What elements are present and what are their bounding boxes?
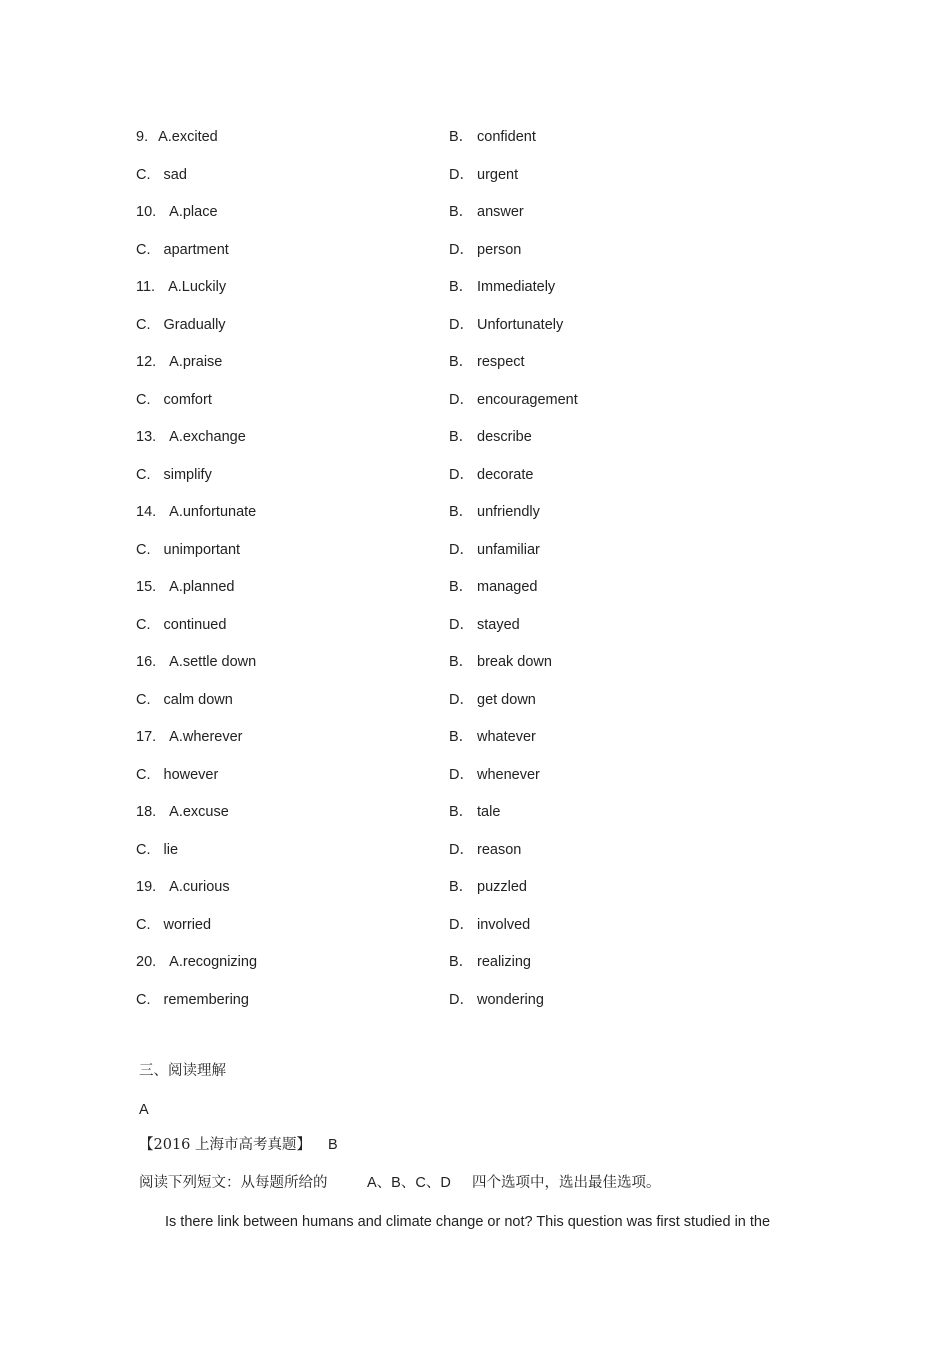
option-d-label: D． (449, 916, 474, 933)
option-c (136, 613, 226, 637)
option-d-text: Unfortunately (477, 316, 564, 333)
option-b (449, 350, 525, 374)
question-number: 14. (136, 504, 157, 520)
option-b-text: managed (477, 579, 538, 595)
question-row (0, 388, 950, 412)
option-b (449, 425, 532, 449)
question-row (0, 838, 950, 862)
question-row (0, 350, 950, 374)
option-c-text: comfort (163, 391, 212, 408)
option-d-text: stayed (477, 616, 520, 633)
question-row (0, 875, 950, 899)
option-d-text: urgent (477, 166, 519, 183)
instruction-text: 阅读下列短文：从每题所给的 (139, 1175, 328, 1191)
question-row (0, 575, 950, 599)
question-row (0, 500, 950, 524)
option-a-text: A.planned (169, 579, 235, 595)
option-a-text: A.recognizing (169, 954, 258, 970)
source-suffix: B (328, 1137, 338, 1153)
instruction-options: A、B、C、D (367, 1175, 451, 1191)
option-c (136, 838, 178, 862)
option-d-label: D． (449, 466, 474, 483)
question-number: 12. (136, 354, 157, 370)
question-row (0, 163, 950, 187)
option-a (136, 650, 256, 674)
option-a (136, 425, 246, 449)
question-number: 17. (136, 729, 157, 745)
option-c (136, 313, 226, 337)
option-a (136, 800, 229, 824)
option-c-label: C. (136, 316, 151, 333)
option-a (136, 950, 257, 974)
option-a-text: A.place (169, 204, 218, 220)
option-b-label: B． (449, 354, 474, 370)
option-b-text: answer (477, 204, 524, 220)
question-number: 13. (136, 429, 157, 445)
option-c-label: C. (136, 541, 151, 558)
option-b-label: B． (449, 654, 474, 670)
option-c-text: simplify (163, 466, 212, 483)
option-a-text: A.wherever (169, 729, 243, 745)
option-d-text: involved (477, 916, 531, 933)
option-d (449, 613, 520, 637)
option-b (449, 950, 531, 974)
option-d (449, 688, 536, 712)
option-a-text: A.praise (169, 354, 223, 370)
option-c (136, 913, 211, 937)
option-a (136, 875, 230, 899)
option-a (136, 350, 222, 374)
question-row (0, 275, 950, 299)
option-b-label: B． (449, 129, 474, 145)
option-b (449, 125, 536, 149)
option-c (136, 463, 212, 487)
option-b (449, 575, 537, 599)
option-b-text: Immediately (477, 279, 556, 295)
option-d-text: person (477, 241, 522, 258)
option-b (449, 275, 555, 299)
option-d (449, 763, 540, 787)
option-b (449, 650, 552, 674)
option-c-text: sad (163, 166, 187, 183)
question-row (0, 988, 950, 1012)
option-b-label: B． (449, 579, 474, 595)
option-d-text: get down (477, 691, 536, 708)
option-c-text: calm down (163, 691, 233, 708)
option-d-label: D． (449, 766, 474, 783)
option-d-label: D． (449, 616, 474, 633)
option-b (449, 875, 527, 899)
option-c-text: unimportant (163, 541, 241, 558)
option-b-text: describe (477, 429, 532, 445)
question-row (0, 613, 950, 637)
option-d (449, 238, 521, 262)
question-row (0, 688, 950, 712)
option-c-text: Gradually (163, 316, 226, 333)
question-row (0, 425, 950, 449)
option-c-label: C. (136, 241, 151, 258)
option-b-label: B． (449, 954, 474, 970)
option-c-text: however (163, 766, 219, 783)
option-a-text: A.settle down (169, 654, 257, 670)
option-b-text: whatever (477, 729, 536, 745)
option-d-label: D． (449, 166, 474, 183)
option-a (136, 575, 234, 599)
option-a (136, 125, 218, 149)
option-d-label: D． (449, 316, 474, 333)
option-c-label: C. (136, 391, 151, 408)
option-a (136, 275, 226, 299)
option-d-label: D． (449, 391, 474, 408)
option-a-text: A.unfortunate (169, 504, 257, 520)
question-row (0, 463, 950, 487)
option-a-text: A.excuse (169, 804, 229, 820)
option-c-label: C. (136, 766, 151, 783)
option-d (449, 538, 540, 562)
option-c-text: remembering (163, 991, 249, 1008)
part-label: A (139, 1102, 149, 1118)
option-c (136, 238, 229, 262)
option-d (449, 988, 544, 1012)
option-a (136, 200, 218, 224)
option-d (449, 163, 518, 187)
option-b-text: puzzled (477, 879, 527, 895)
option-a-text: A.excited (158, 129, 218, 145)
option-b-label: B． (449, 729, 474, 745)
option-c (136, 163, 187, 187)
source-prefix: 【2016 上海市高考真题】 (139, 1137, 312, 1153)
question-number: 16. (136, 654, 157, 670)
option-b (449, 800, 500, 824)
option-c (136, 988, 249, 1012)
option-b-label: B． (449, 429, 474, 445)
instruction-end: 四个选项中，选出最佳选项。 (472, 1175, 661, 1191)
question-row (0, 313, 950, 337)
option-a (136, 725, 243, 749)
option-c-text: lie (163, 841, 179, 858)
question-row (0, 650, 950, 674)
question-row (0, 538, 950, 562)
option-c-label: C. (136, 466, 151, 483)
option-d-text: reason (477, 841, 522, 858)
option-b (449, 725, 536, 749)
option-b-text: confident (477, 129, 536, 145)
option-b-text: break down (477, 654, 552, 670)
option-d (449, 913, 530, 937)
option-b-text: realizing (477, 954, 531, 970)
section-heading: 三、阅读理解 (139, 1063, 226, 1079)
option-b (449, 200, 524, 224)
question-number: 11. (136, 279, 156, 295)
option-c (136, 763, 218, 787)
option-d-text: encouragement (477, 391, 578, 408)
option-d (449, 463, 533, 487)
question-row (0, 800, 950, 824)
question-number: 20. (136, 954, 157, 970)
option-b (449, 500, 540, 524)
option-d-label: D． (449, 541, 474, 558)
option-d-label: D． (449, 991, 474, 1008)
option-d-text: decorate (477, 466, 534, 483)
question-row (0, 763, 950, 787)
passage-line: Is there link between humans and climate change or not? This question was first studied in the (165, 1214, 771, 1230)
option-c-text: continued (163, 616, 227, 633)
question-row (0, 125, 950, 149)
option-b-label: B． (449, 804, 474, 820)
option-c-label: C. (136, 991, 151, 1008)
option-c-label: C. (136, 166, 151, 183)
option-d (449, 313, 563, 337)
option-b-text: tale (477, 804, 501, 820)
option-d-label: D． (449, 691, 474, 708)
option-a (136, 500, 256, 524)
option-d-text: whenever (477, 766, 540, 783)
option-a-text: A.curious (169, 879, 230, 895)
option-c-text: worried (163, 916, 212, 933)
option-d-text: wondering (477, 991, 544, 1008)
question-row (0, 200, 950, 224)
option-c (136, 388, 212, 412)
question-number: 18. (136, 804, 157, 820)
option-b-label: B． (449, 504, 474, 520)
question-row (0, 950, 950, 974)
option-c-label: C. (136, 916, 151, 933)
option-b-text: respect (477, 354, 525, 370)
option-d-label: D． (449, 841, 474, 858)
option-c-text: apartment (163, 241, 229, 258)
question-row (0, 725, 950, 749)
question-row (0, 913, 950, 937)
option-d (449, 838, 521, 862)
option-c (136, 538, 240, 562)
option-c-label: C. (136, 691, 151, 708)
option-d (449, 388, 578, 412)
option-d-label: D． (449, 241, 474, 258)
option-a-text: A.exchange (169, 429, 246, 445)
option-c (136, 688, 233, 712)
option-b-label: B． (449, 879, 474, 895)
option-a-text: A.Luckily (168, 279, 227, 295)
question-row (0, 238, 950, 262)
option-c-label: C. (136, 841, 151, 858)
question-number: 15. (136, 579, 157, 595)
question-number: 9. (136, 129, 149, 145)
option-c-label: C. (136, 616, 151, 633)
option-b-label: B． (449, 204, 474, 220)
option-b-label: B． (449, 279, 474, 295)
option-b-text: unfriendly (477, 504, 540, 520)
question-number: 10. (136, 204, 157, 220)
option-d-text: unfamiliar (477, 541, 540, 558)
question-number: 19. (136, 879, 157, 895)
